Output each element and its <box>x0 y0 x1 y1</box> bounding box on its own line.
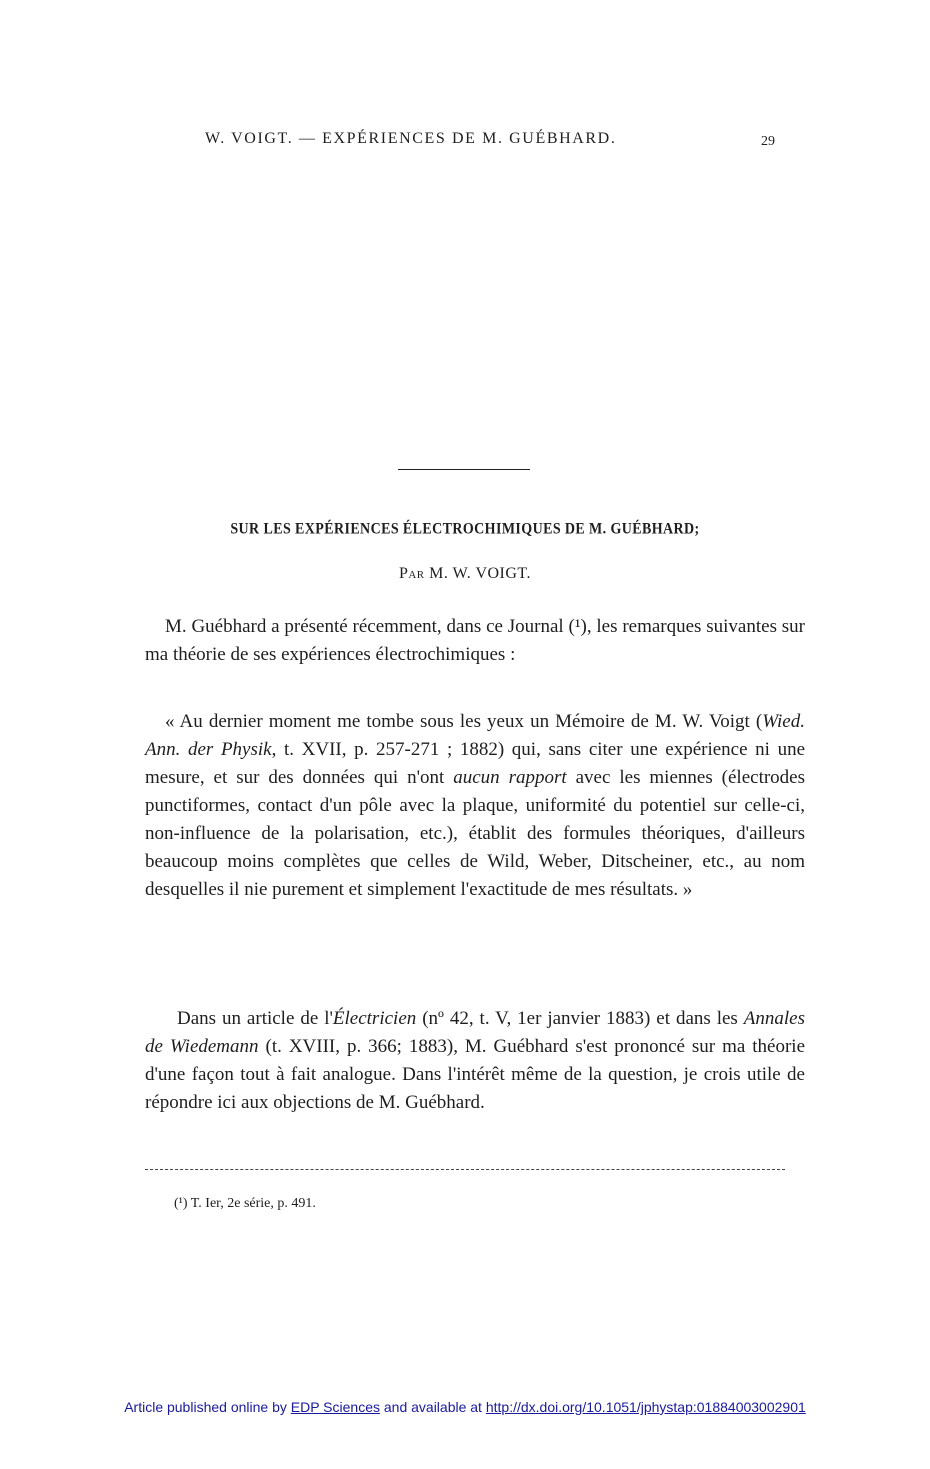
footnote-separator-rule <box>145 1169 785 1170</box>
title-separator-rule <box>398 469 530 470</box>
paragraph-intro: M. Guébhard a présenté récemment, dans ce Journal (¹), les remarques suivantes sur ma théorie de ses expériences électrochimiques : <box>145 616 805 665</box>
doi-link[interactable]: http://dx.doi.org/10.1051/jphystap:01884003002901 <box>485 1399 806 1415</box>
credit-middle: and available at <box>383 1399 482 1415</box>
paragraph-response <box>145 1005 805 1117</box>
running-title: W. VOIGT. — EXPÉRIENCES DE M. GUÉBHARD. <box>205 130 617 147</box>
response-text-2: (nº 42, t. V, 1er janvier 1883) et dans les <box>416 1008 744 1029</box>
paragraph-quotation <box>145 708 805 904</box>
page-number: 29 <box>761 134 775 149</box>
quotation-text-2: , t. XVII, p. 257-271 ; 1882) qui, sans citer une expérience ni une mesure, et sur des données qui n'ont <box>145 739 805 788</box>
quotation-text-1: « Au dernier moment me tombe sous les yeux un Mémoire de M. W. Voigt ( <box>165 711 763 732</box>
annales-citation: Annales de Wiedemann <box>145 1008 805 1057</box>
response-text-1: Dans un article de l' <box>177 1008 333 1029</box>
credit-prefix: Article published online by <box>124 1399 287 1415</box>
emphasis-aucun-rapport: aucun rapport <box>453 767 567 788</box>
journal-citation: Wied. Ann. der Physik <box>145 711 805 760</box>
byline <box>0 565 930 583</box>
running-head <box>0 130 930 160</box>
quotation-text-3: avec les miennes (électrodes punctiformes, contact d'un pôle avec la plaque, uniformité du potentiel sur celle-ci, non-influence de la polarisation, etc.), établit des formules théoriques, d'ailleurs beaucoup moins complètes que celles de Wild, Weber, Ditscheiner, etc., au nom desquelles il nie purement et simplement l'exactitude de mes résultats. » <box>145 767 806 900</box>
byline-author: M. W. VOIGT. <box>429 565 532 582</box>
response-text-3: (t. XVIII, p. 366; 1883), M. Guébhard s'est prononcé sur ma théorie d'une façon tout à fait analogue. Dans l'intérêt même de la question, je crois utile de répondre ici aux objections de M. Guébhard. <box>145 1036 806 1113</box>
footnote: (¹) T. Ier, 2e série, p. 491. <box>174 1196 316 1211</box>
edp-sciences-link[interactable]: EDP Sciences <box>290 1399 380 1415</box>
publication-credit <box>0 1399 930 1415</box>
byline-prefix: Par <box>398 565 425 582</box>
article-title: SUR LES EXPÉRIENCES ÉLECTROCHIMIQUES DE M. GUÉBHARD; <box>230 520 700 539</box>
electricien-citation: Électricien <box>332 1008 417 1029</box>
